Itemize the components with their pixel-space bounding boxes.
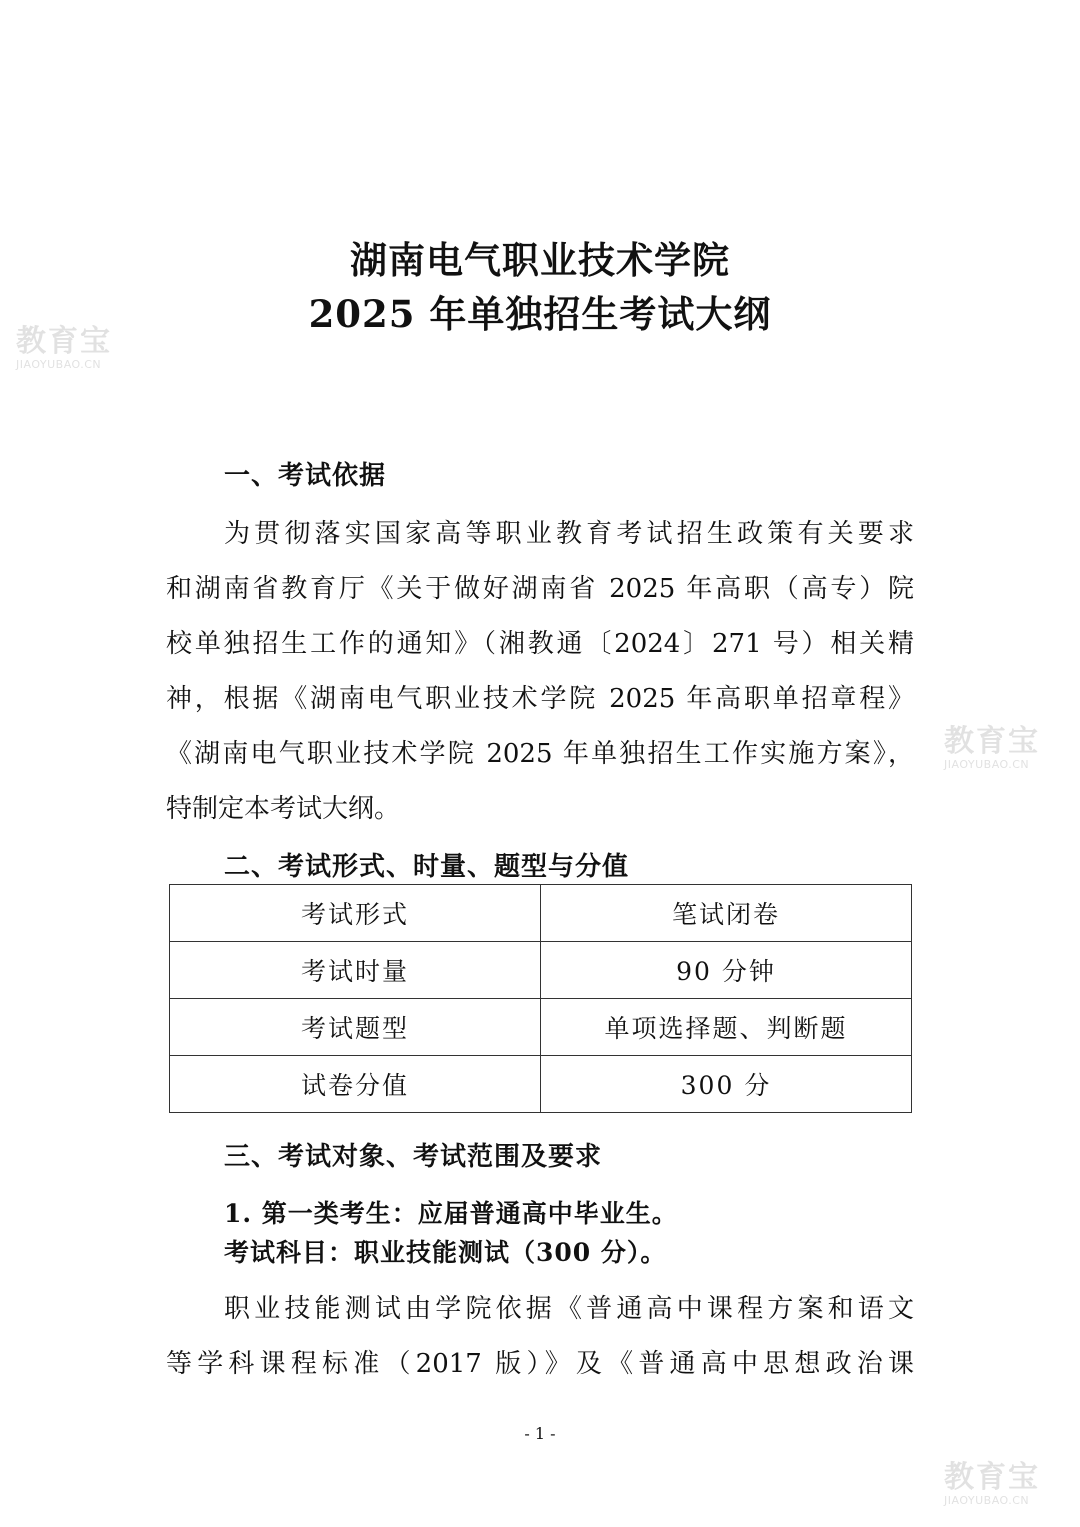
section1-line: 神，根据《湖南电气职业技术学院 2025 年高职单招章程》: [166, 684, 914, 714]
section1-heading: 一、考试依据: [224, 461, 387, 491]
watermark-text-en: JIAOYUBAO.CN: [944, 758, 1030, 771]
table-cell-label: 考试时量: [170, 942, 541, 999]
section3-heading: 三、考试对象、考试范围及要求: [224, 1142, 603, 1172]
watermark-text-cn: 教育宝: [944, 1460, 1040, 1495]
table-cell-label: 考试形式: [170, 885, 541, 942]
section1-line: 和湖南省教育厅《关于做好湖南省 2025 年高职（高专）院: [166, 574, 914, 604]
watermark-text-cn: 教育宝: [944, 724, 1040, 759]
table-row: [170, 999, 912, 1056]
document-title-line1: 湖南电气职业技术学院: [350, 238, 730, 282]
table-cell-value: 300 分: [541, 1056, 912, 1113]
table-cell-label: 试卷分值: [170, 1056, 541, 1113]
section1-line: 为贯彻落实国家高等职业教育考试招生政策有关要求: [224, 519, 914, 549]
section1-line: 校单独招生工作的通知》（湘教通〔2024〕271 号）相关精: [166, 629, 914, 659]
page-number: - 1 -: [524, 1424, 556, 1443]
watermark-logo: [944, 726, 1056, 778]
table-cell-value: 笔试闭卷: [541, 885, 912, 942]
section2-heading: 二、考试形式、时量、题型与分值: [224, 852, 630, 882]
section3-line: 职业技能测试由学院依据《普通高中课程方案和语文: [224, 1294, 914, 1324]
table-cell-label: 考试题型: [170, 999, 541, 1056]
watermark-text-cn: 教育宝: [16, 324, 112, 359]
table-row: [170, 885, 912, 942]
section3-subheading-candidates: 1. 第一类考生：应届普通高中毕业生。: [224, 1199, 678, 1228]
table-row: [170, 942, 912, 999]
section3-line: 等学科课程标准（2017 版）》及《普通高中思想政治课: [166, 1349, 914, 1379]
table-cell-value: 单项选择题、判断题: [541, 999, 912, 1056]
watermark-text-en: JIAOYUBAO.CN: [16, 358, 102, 371]
watermark-logo: [16, 326, 128, 378]
document-title-line2: 2025 年单独招生考试大纲: [308, 292, 772, 336]
table-row: [170, 1056, 912, 1113]
watermark-logo: [944, 1462, 1056, 1514]
watermark-text-en: JIAOYUBAO.CN: [944, 1494, 1030, 1507]
section3-subheading-subject: 考试科目：职业技能测试（300 分）。: [224, 1238, 667, 1267]
section1-line: 特制定本考试大纲。: [166, 794, 401, 824]
table-cell-value: 90 分钟: [541, 942, 912, 999]
exam-format-table: [169, 884, 912, 1113]
section1-line: 《湖南电气职业技术学院 2025 年单独招生工作实施方案》，: [166, 739, 914, 769]
